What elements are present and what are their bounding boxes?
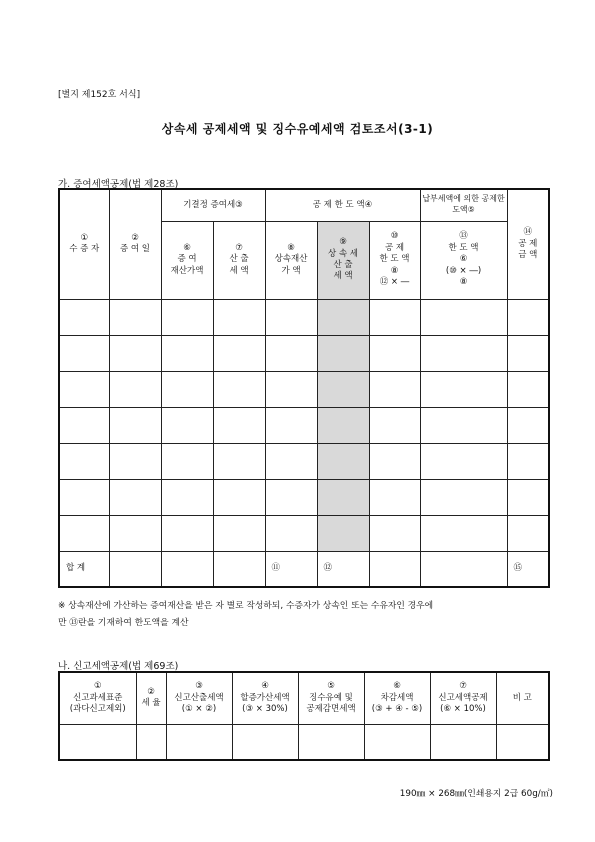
input-cell[interactable] (507, 407, 549, 443)
total-cell-12[interactable]: ⑫ (317, 551, 369, 587)
input-cell[interactable] (298, 724, 364, 760)
header-recipient: ① 수 증 자 (59, 189, 109, 299)
input-cell[interactable] (265, 479, 317, 515)
input-cell[interactable] (161, 551, 213, 587)
header-calculated-tax: ⑦ 산 출 세 액 (213, 221, 265, 299)
input-cell[interactable] (232, 724, 298, 760)
input-cell[interactable] (213, 335, 265, 371)
input-cell[interactable] (265, 407, 317, 443)
input-cell[interactable] (161, 371, 213, 407)
header-remarks: 비 고 (496, 672, 549, 724)
total-label: 합 계 (59, 551, 109, 587)
section-b-title: 나. 신고세액공제(법 제69조) (58, 661, 179, 672)
input-cell[interactable] (59, 479, 109, 515)
input-cell[interactable] (364, 724, 430, 760)
table-row (59, 443, 549, 479)
input-cell[interactable] (213, 443, 265, 479)
header-tax-rate: ② 세 율 (136, 672, 166, 724)
input-cell[interactable] (420, 515, 507, 551)
shaded-cell (317, 371, 369, 407)
header-gift-property-value: ⑥ 증 여 재산가액 (161, 221, 213, 299)
input-cell[interactable] (420, 299, 507, 335)
input-cell[interactable] (109, 299, 161, 335)
table-row (59, 515, 549, 551)
input-cell[interactable] (213, 551, 265, 587)
table-row (59, 724, 549, 760)
input-cell[interactable] (109, 515, 161, 551)
header-inheritance-tax-calculated: ⑨ 상 속 세 산 출 세 액 (317, 221, 369, 299)
input-cell[interactable] (166, 724, 232, 760)
input-cell[interactable] (213, 371, 265, 407)
shaded-cell (317, 479, 369, 515)
header-inherited-property-value: ⑧ 상속재산 가 액 (265, 221, 317, 299)
input-cell[interactable] (369, 407, 420, 443)
input-cell[interactable] (59, 299, 109, 335)
input-cell[interactable] (507, 479, 549, 515)
input-cell[interactable] (59, 515, 109, 551)
filing-tax-credit-table (58, 671, 550, 761)
header-determined-gift-tax: 기결정 증여세③ (161, 189, 265, 221)
input-cell[interactable] (369, 299, 420, 335)
input-cell[interactable] (369, 551, 420, 587)
input-cell[interactable] (213, 299, 265, 335)
form-label: [별지 제152호 서식] (58, 90, 141, 100)
total-cell-15[interactable]: ⑮ (507, 551, 549, 587)
input-cell[interactable] (109, 551, 161, 587)
input-cell[interactable] (507, 335, 549, 371)
total-row (59, 551, 549, 587)
input-cell[interactable] (109, 371, 161, 407)
input-cell[interactable] (161, 299, 213, 335)
input-cell[interactable] (213, 479, 265, 515)
input-cell[interactable] (161, 443, 213, 479)
shaded-cell (317, 407, 369, 443)
input-cell[interactable] (265, 515, 317, 551)
header-filing-tax-credit: ⑦ 신고세액공제 (⑥ × 10%) (430, 672, 496, 724)
header-deferral-exemption-tax: ⑤ 징수유예 및 공제감면세액 (298, 672, 364, 724)
shaded-cell (317, 515, 369, 551)
input-cell[interactable] (59, 335, 109, 371)
header-net-tax: ⑥ 차감세액 (③ + ④ - ⑤) (364, 672, 430, 724)
input-cell[interactable] (420, 551, 507, 587)
header-surcharge-tax: ④ 할증가산세액 (③ × 30%) (232, 672, 298, 724)
input-cell[interactable] (430, 724, 496, 760)
input-cell[interactable] (265, 443, 317, 479)
page-title: 상속세 공제세액 및 징수유예세액 검토조서(3-1) (161, 122, 434, 136)
input-cell[interactable] (161, 335, 213, 371)
header-deduction-amount: ⑭ 공 제 금 액 (507, 189, 549, 299)
input-cell[interactable] (136, 724, 166, 760)
header-deduction-limit-amount: ⑩ 공 제 한 도 액 ⑧ ⑫ × ― (369, 221, 420, 299)
input-cell[interactable] (161, 479, 213, 515)
gift-tax-credit-table (58, 188, 550, 588)
input-cell[interactable] (507, 299, 549, 335)
header-filing-calculated-tax: ③ 신고산출세액 (① × ②) (166, 672, 232, 724)
input-cell[interactable] (265, 371, 317, 407)
input-cell[interactable] (161, 515, 213, 551)
input-cell[interactable] (109, 335, 161, 371)
input-cell[interactable] (161, 407, 213, 443)
input-cell[interactable] (109, 479, 161, 515)
note-line-2: 만 ⑬란을 기재하여 한도액을 계산 (58, 617, 189, 628)
table-row (59, 299, 549, 335)
shaded-cell (317, 443, 369, 479)
total-cell-11[interactable]: ⑪ (265, 551, 317, 587)
input-cell[interactable] (420, 443, 507, 479)
input-cell[interactable] (59, 407, 109, 443)
header-gift-date: ② 증 여 일 (109, 189, 161, 299)
input-cell[interactable] (420, 479, 507, 515)
input-cell[interactable] (369, 335, 420, 371)
input-cell[interactable] (369, 443, 420, 479)
input-cell[interactable] (420, 371, 507, 407)
shaded-cell (317, 335, 369, 371)
input-cell[interactable] (59, 443, 109, 479)
paper-spec-footer: 190㎜ × 268㎜(인쇄용지 2급 60g/㎡) (399, 789, 553, 799)
note-line-1: ※ 상속재산에 가산하는 증여재산을 받은 자 별로 작성하되, 수증자가 상속인 또는 수유자인 경우에 (58, 601, 434, 611)
input-cell[interactable] (496, 724, 549, 760)
input-cell[interactable] (59, 371, 109, 407)
input-cell[interactable] (369, 371, 420, 407)
input-cell[interactable] (265, 335, 317, 371)
input-cell[interactable] (109, 443, 161, 479)
input-cell[interactable] (369, 515, 420, 551)
note (58, 598, 548, 631)
input-cell[interactable] (213, 515, 265, 551)
input-cell[interactable] (420, 407, 507, 443)
input-cell[interactable] (507, 443, 549, 479)
input-cell[interactable] (213, 407, 265, 443)
table-row (59, 335, 549, 371)
header-paid-tax-limit: 납부세액에 의한 공제한도액⑤ (420, 189, 507, 221)
input-cell[interactable] (265, 299, 317, 335)
input-cell[interactable] (59, 724, 136, 760)
table-row (59, 371, 549, 407)
table-row (59, 479, 549, 515)
input-cell[interactable] (507, 515, 549, 551)
input-cell[interactable] (420, 335, 507, 371)
input-cell[interactable] (369, 479, 420, 515)
header-filing-tax-base: ① 신고과세표준 (과다신고제외) (59, 672, 136, 724)
input-cell[interactable] (507, 371, 549, 407)
header-limit-amount: ⑬ 한 도 액 ⑥ (⑩ × ―) ⑧ (420, 221, 507, 299)
header-deduction-limit: 공 제 한 도 액④ (265, 189, 420, 221)
input-cell[interactable] (109, 407, 161, 443)
section-a-title: 가. 증여세액공제(법 제28조) (58, 179, 179, 190)
shaded-cell (317, 299, 369, 335)
table-row (59, 407, 549, 443)
